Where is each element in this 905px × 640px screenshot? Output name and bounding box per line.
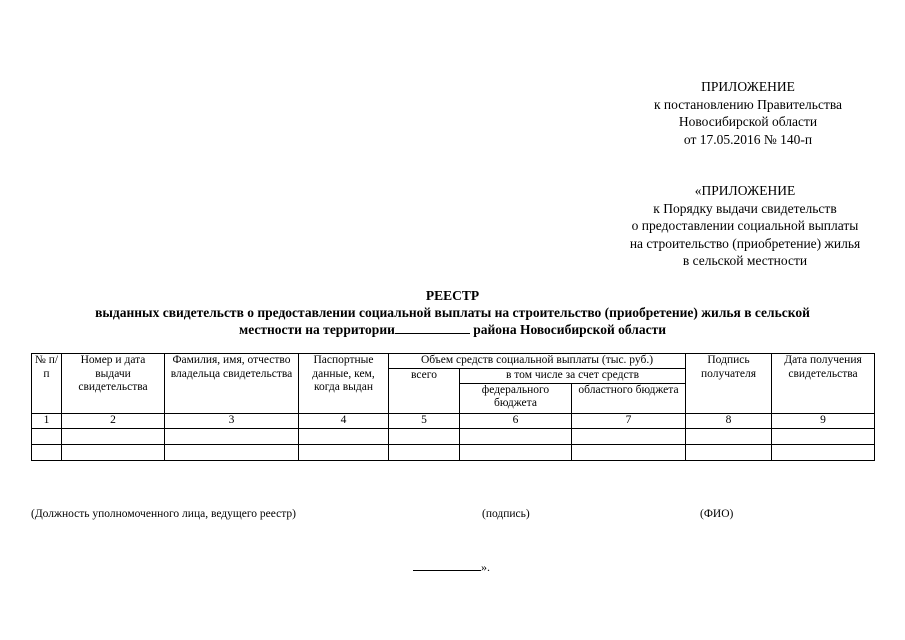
table-cell [772, 444, 875, 460]
table-cell [389, 428, 460, 444]
column-number-row [32, 413, 875, 428]
subtitle-prefix: местности на территории [239, 322, 395, 337]
header-owner: Фамилия, имя, отчество владельца свидетельства [165, 354, 299, 414]
document-title: РЕЕСТР [425, 288, 480, 303]
header-including: в том числе за счет средств [460, 369, 686, 384]
document-subtitle-line1: выданных свидетельств о предоставлении социальной выплаты на строительство (приобретение) жилья в сельской [95, 305, 810, 320]
table-cell [165, 428, 299, 444]
registry-table [31, 353, 875, 461]
table-cell [460, 428, 572, 444]
appendix-resolution-line2: к постановлению Правительства [653, 96, 843, 112]
document-subtitle-line2 [0, 321, 905, 338]
subtitle-suffix: района Новосибирской области [469, 322, 666, 337]
table-cell [686, 444, 772, 460]
table-cell [686, 428, 772, 444]
signature-sign-caption: (подпись) [482, 508, 530, 520]
header-total: всего [389, 369, 460, 414]
table-cell [32, 444, 62, 460]
column-number: 6 [460, 413, 572, 428]
table-cell [772, 428, 875, 444]
column-number: 2 [62, 413, 165, 428]
column-number: 7 [572, 413, 686, 428]
table-cell [299, 444, 389, 460]
appendix-order [600, 182, 890, 270]
closing-quote: ». [481, 560, 490, 574]
header-date-received: Дата получения свидетельства [772, 354, 875, 414]
column-number: 9 [772, 413, 875, 428]
appendix-order-line5: в сельской местности [682, 253, 808, 268]
appendix-order-line4: на строительство (приобретение) жилья [629, 235, 861, 251]
appendix-order-line1: «ПРИЛОЖЕНИЕ [694, 183, 796, 198]
table-cell [460, 444, 572, 460]
table-cell [572, 444, 686, 460]
header-signature: Подпись получателя [686, 354, 772, 414]
table-cell [62, 444, 165, 460]
appendix-resolution-line1: ПРИЛОЖЕНИЕ [701, 79, 795, 94]
header-volume: Объем средств социальной выплаты (тыс. руб.) [389, 354, 686, 369]
table-row [32, 444, 875, 460]
table-cell [165, 444, 299, 460]
table-cell [389, 444, 460, 460]
appendix-order-line2: к Порядку выдачи свидетельств [653, 200, 837, 216]
appendix-resolution [628, 78, 868, 148]
closing-line [413, 558, 490, 575]
header-federal: федерального бюджета [460, 383, 572, 413]
table-cell [299, 428, 389, 444]
table-row [32, 428, 875, 444]
appendix-resolution-line4: от 17.05.2016 № 140-п [683, 131, 813, 147]
header-num: № п/п [32, 354, 62, 414]
appendix-resolution-line3: Новосибирской области [678, 114, 818, 129]
table-cell [572, 428, 686, 444]
table-cell [32, 428, 62, 444]
column-number: 1 [32, 413, 62, 428]
signature-position-caption: (Должность уполномоченного лица, ведущего реестр) [31, 508, 296, 520]
column-number: 3 [165, 413, 299, 428]
column-number: 8 [686, 413, 772, 428]
column-number: 4 [299, 413, 389, 428]
signature-fio-caption: (ФИО) [700, 508, 734, 520]
territory-blank-field [395, 321, 470, 334]
closing-blank-field [413, 558, 481, 571]
header-cert: Номер и дата выдачи свидетельства [62, 354, 165, 414]
table-cell [62, 428, 165, 444]
header-passport: Паспортные данные, кем, когда выдан [299, 354, 389, 414]
column-number: 5 [389, 413, 460, 428]
appendix-order-line3: о предоставлении социальной выплаты [631, 218, 859, 233]
header-regional: областного бюджета [572, 383, 686, 413]
